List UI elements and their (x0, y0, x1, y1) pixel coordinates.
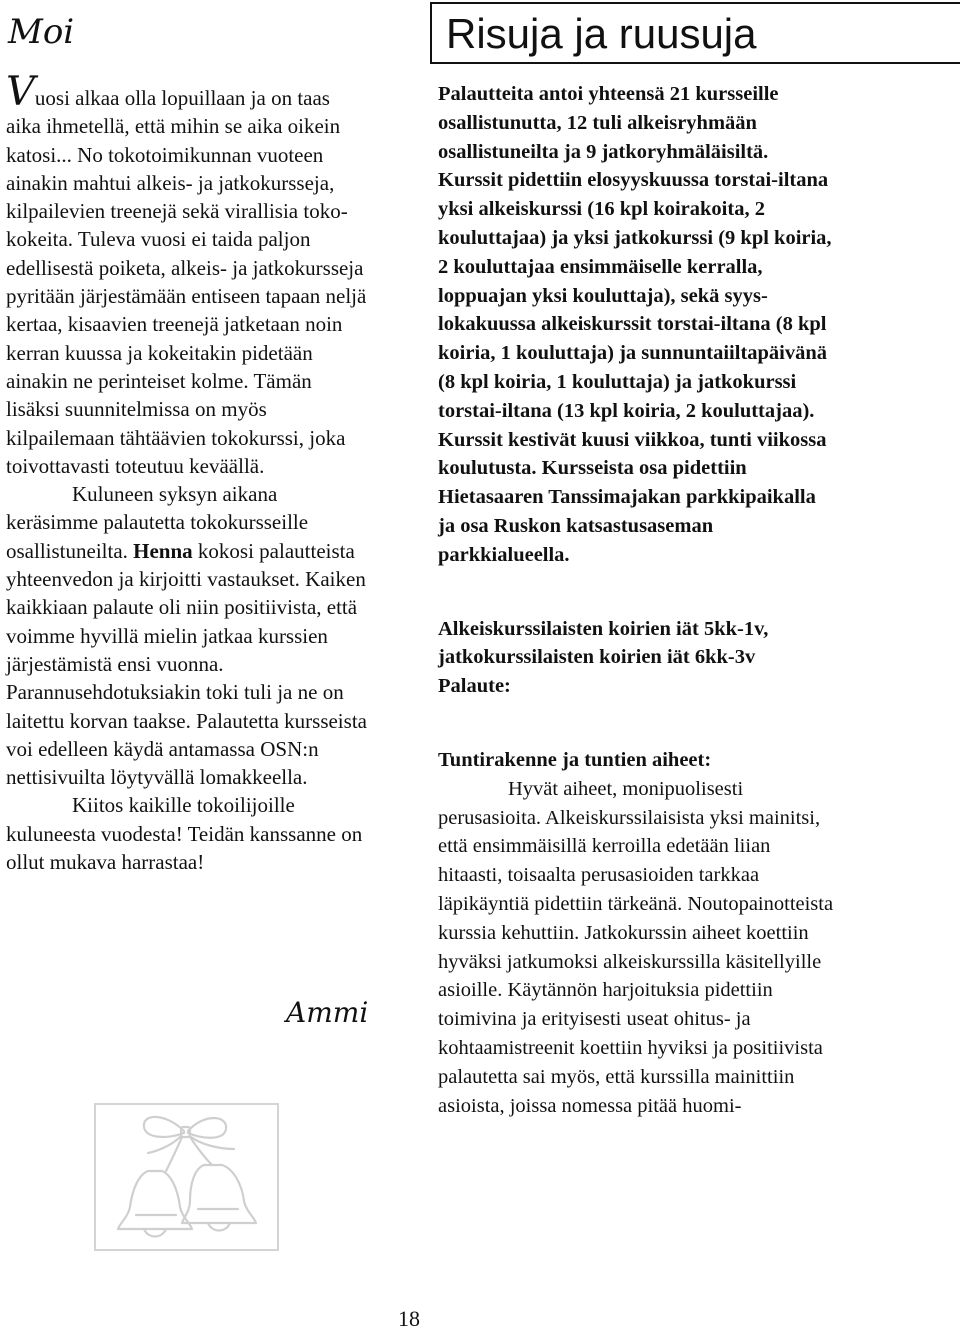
left-paragraph-3: Kiitos kaikille tokoilijoille kuluneesta vuodesta! Teidän kanssanne on ollut mukava harrastaa! (6, 793, 363, 875)
right-article-body (438, 80, 838, 1120)
right-ages: Alkeiskurssilaisten koirien iät 5kk-1v, jatkokurssilaisten koirien iät 6kk-3v (438, 617, 769, 669)
right-header-box (430, 2, 960, 64)
right-section-text: Hyvät aiheet, monipuolisesti perusasioita. Alkeiskurssilaisista yksi mainitsi, että ensimmäisillä kerroilla edetään liian hitaasti, toisaalta perusasioiden tarkkaa läpikäyntiä pidettiin tärkeänä. Noutopainotteista kurssia kehuttiin. Jatkokurssin aiheet koettiin hyväksi jatkumoksi alkeiskurssilla käsitellyille asioille. Käytännön harjoituksia pidettiin toimivina ja erityisesti useat ohitus- ja kohtaamistreenit koettiin hyviksi ja positiivista palautetta sai myös, että kurssilla mainittiin asioista, joissa nomessa pitää huomi- (438, 777, 834, 1117)
left-article-body (6, 69, 368, 876)
left-paragraph-2-rest: kokosi palautteista yhteenvedon ja kirjoitti vastaukset. Kaiken kaikkiaan palaute oli niin positiivista, että voimme hyvillä mielin jatkaa kurssien järjestämistä ensi vuonna. Parannusehdotuksiakin toki tuli ja ne on laitettu korvan taakse. Palautetta kursseista voi edelleen käydä antamassa OSN:n nettisivuilta löytyvällä lomakkeella. (6, 538, 367, 790)
christmas-bells-icon (96, 1105, 277, 1249)
right-section-text-wrap (438, 775, 838, 1121)
page-number: 18 (398, 1306, 420, 1331)
right-intro: Palautteita antoi yhteensä 21 kursseille osallistunutta, 12 tuli alkeisryhmään osallistuneilta ja 9 jatkoryhmäläisiltä. Kurssit pidettiin elosyyskuussa torstai-iltana yksi alkeiskurssi (16 kpl koirakoita, 2 kouluttajaa) ja yksi jatkokurssi (9 kpl koiria, 2 kouluttajaa ensimmäiselle kerralla, loppuajan yksi kouluttaja), sekä syys-lokakuussa alkeiskurssit torstai-iltana (8 kpl koiria, 1 kouluttaja) ja sunnuntaiiltapäivänä (8 kpl koiria, 1 kouluttaja) ja jatkokurssi torstai-iltana (13 kpl koiria, 2 kouluttajaa). Kurssit kestivät kuusi viikkoa, tunti viikossa koulutusta. Kursseista osa pidettiin Hietasaaren Tanssimajakan parkkipaikalla ja osa Ruskon katsastusaseman parkkialueella. (438, 83, 832, 566)
left-paragraph-2 (6, 480, 368, 791)
left-paragraph-1 (6, 69, 368, 480)
left-paragraph-2-name: Henna (133, 538, 193, 563)
right-feedback-label: Palaute: (438, 675, 511, 698)
signature: Ammi (286, 996, 369, 1029)
right-section-heading: Tuntirakenne ja tuntien aiheet: (438, 748, 712, 771)
left-paragraph-2-start: Kuluneen syksyn aikana keräsimme palautetta tokokursseille osallistuneilta. (6, 482, 309, 563)
left-paragraph-1-text: uosi alkaa olla lopuillaan ja on taas aika ihmetellä, että mihin se aika oikein katosi... No tokotoimikunnan vuoteen ainakin mahtui alkeis- ja jatkokursseja, kilpailevien treenejä sekä virallisia toko-kokeita. Tuleva vuosi ei taida paljon edellisestä poiketa, alkeis- ja jatkokursseja pyritään järjestämään entiseen tapaan neljä kertaa, kisaavien treenejä jatketaan noin kerran kuussa ja kokeitakin pidetään ainakin ne perinteiset kolme. Tämän lisäksi suunnitelmissa on myös kilpailemaan tähtäävien tokokurssi, joka toivottavasti toteutuu keväällä. (6, 86, 367, 478)
left-heading: Moi (8, 12, 75, 52)
right-heading: Risuja ja ruusuja (446, 10, 757, 57)
drop-cap: V (6, 69, 35, 115)
bells-graphic-frame (94, 1103, 279, 1251)
